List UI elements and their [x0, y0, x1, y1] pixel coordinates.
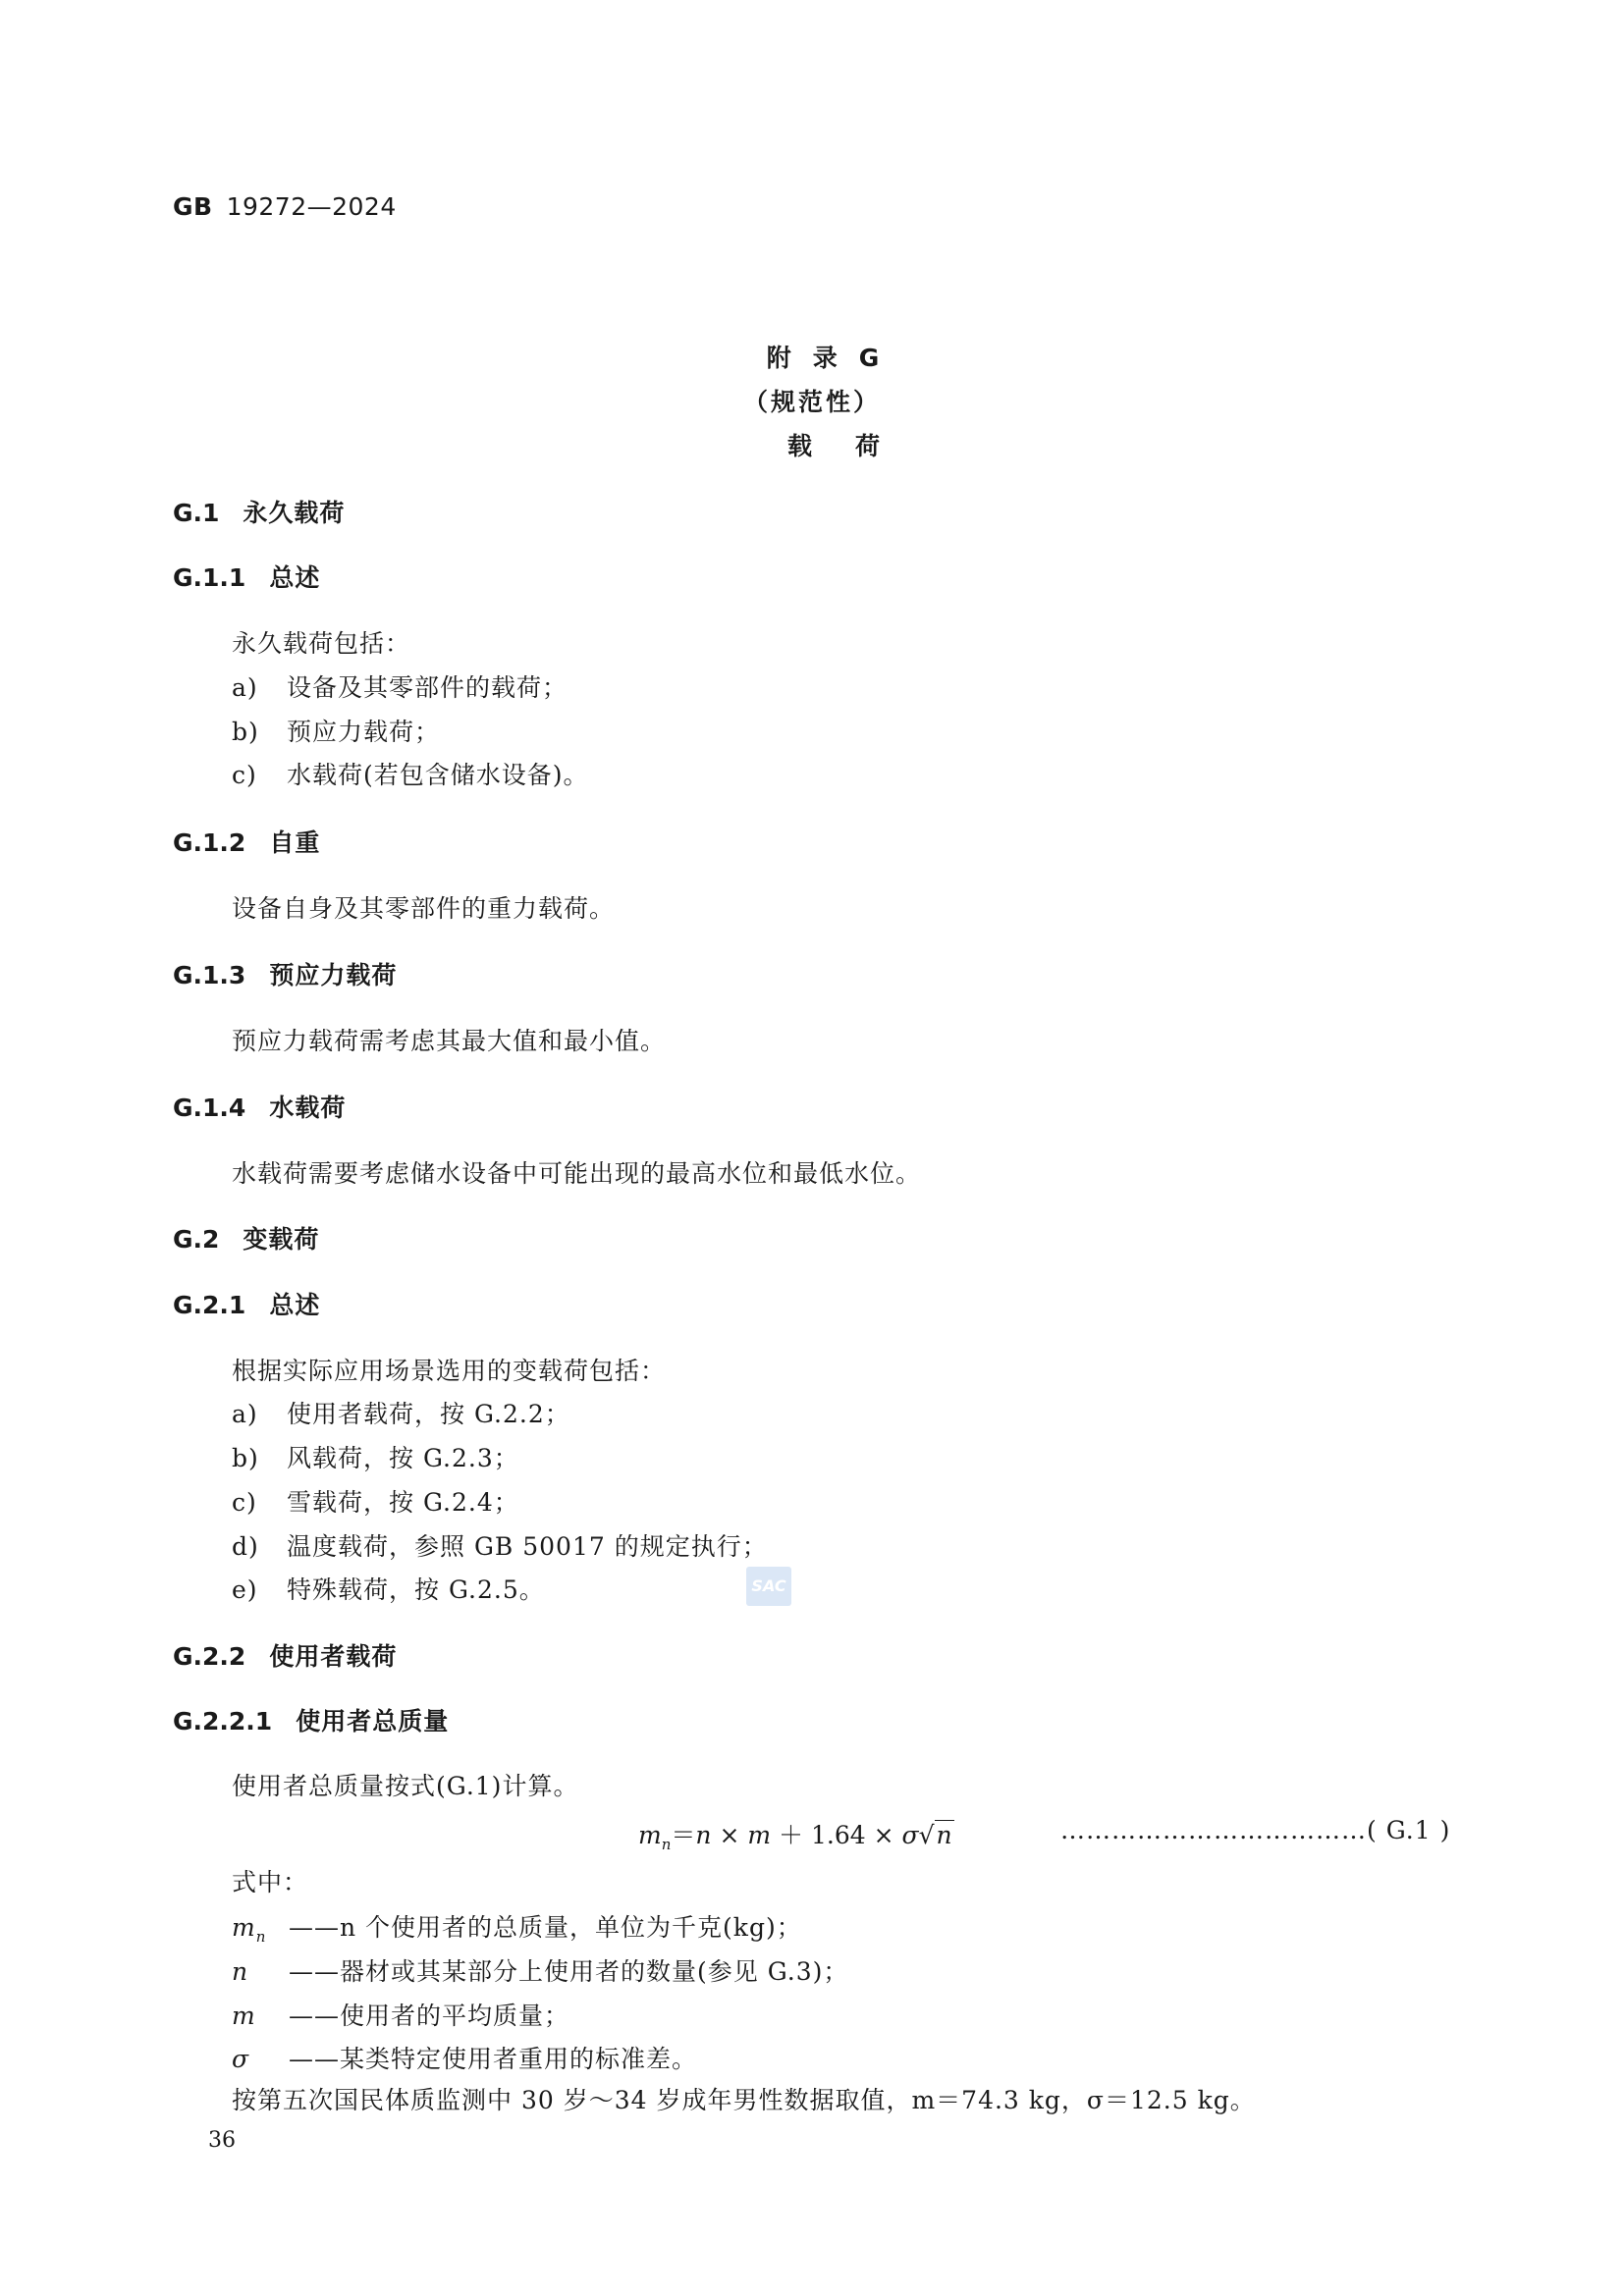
- formula-n: n: [695, 1821, 712, 1849]
- list-item: [232, 756, 589, 791]
- list-text: 预应力载荷；: [287, 718, 441, 746]
- heading-number: G.2.1: [173, 1291, 246, 1319]
- heading-number: G.1.1: [173, 563, 246, 592]
- heading-g2: [173, 1220, 319, 1255]
- heading-number: G.1.2: [173, 828, 246, 857]
- list-item: [232, 1571, 545, 1606]
- list-label: e): [232, 1575, 258, 1604]
- list-item: [232, 713, 440, 748]
- heading-g1-2: [173, 824, 320, 859]
- where-label: 式中：: [232, 1868, 309, 1896]
- heading-text: 变载荷: [243, 1225, 320, 1254]
- heading-text: 预应力载荷: [269, 961, 398, 989]
- formula-reference: ………………………………( G.1 ): [1060, 1816, 1451, 1844]
- heading-g2-2-1: [173, 1702, 449, 1737]
- heading-text: 使用者载荷: [269, 1642, 398, 1671]
- heading-g2-2: [173, 1637, 397, 1673]
- formula-plus-const: ＋ 1.64 ×: [771, 1821, 902, 1849]
- sqrt-argument: n: [936, 1821, 952, 1849]
- heading-number: G.2: [173, 1225, 220, 1254]
- standard-code: GB: [173, 192, 213, 221]
- appendix-type: （规范性）: [742, 388, 881, 416]
- paragraph: 预应力载荷需考虑其最大值和最小值。: [232, 1027, 667, 1055]
- list-label: b): [232, 718, 259, 746]
- data-source-note: 按第五次国民体质监测中 30 岁～34 岁成年男性数据取值，m＝74.3 kg，σ＝12.5 kg。: [232, 2086, 1256, 2114]
- where-symbol: m: [232, 2002, 256, 2030]
- list-label: c): [232, 761, 257, 789]
- heading-g1-1: [173, 559, 320, 594]
- formula-m: m: [747, 1821, 772, 1849]
- standard-number: 19272—2024: [226, 192, 397, 221]
- heading-number: G.1: [173, 499, 220, 527]
- list-text: 使用者载荷，按 G.2.2；: [287, 1400, 570, 1428]
- heading-g1: [173, 494, 345, 529]
- paragraph: 使用者总质量按式(G.1)计算。: [232, 1772, 579, 1800]
- list-text: 风载荷，按 G.2.3；: [287, 1444, 519, 1472]
- heading-text: 总述: [269, 563, 321, 592]
- list-label: a): [232, 1400, 258, 1428]
- page-number: 36: [208, 2128, 236, 2153]
- where-item: [232, 1908, 802, 1946]
- list-text: 温度载荷，参照 GB 50017 的规定执行；: [287, 1532, 768, 1561]
- list-item: [232, 1483, 519, 1519]
- heading-g1-3: [173, 956, 397, 991]
- formula-g1: [638, 1816, 954, 1853]
- where-text: ——n 个使用者的总质量，单位为千克(kg)；: [289, 1913, 802, 1942]
- list-text: 水载荷(若包含储水设备)。: [287, 761, 589, 789]
- where-item: [232, 1997, 569, 2032]
- formula-equals: ＝: [671, 1821, 696, 1849]
- document-header: [173, 192, 397, 221]
- heading-text: 自重: [269, 828, 321, 857]
- formula-lhs-sub: n: [661, 1836, 672, 1853]
- paragraph: 水载荷需要考虑储水设备中可能出现的最高水位和最低水位。: [232, 1159, 922, 1188]
- formula-lhs: m: [638, 1821, 662, 1849]
- formula-times: ×: [711, 1821, 748, 1849]
- heading-g2-1: [173, 1286, 320, 1321]
- where-symbol: σ: [232, 2045, 250, 2073]
- where-item: [232, 1952, 848, 1988]
- paragraph: 设备自身及其零部件的重力载荷。: [232, 894, 616, 923]
- list-label: d): [232, 1532, 259, 1561]
- list-label: b): [232, 1444, 259, 1472]
- sac-watermark-logo: SAC: [746, 1567, 791, 1606]
- heading-number: G.1.3: [173, 961, 246, 989]
- heading-text: 水载荷: [269, 1094, 347, 1122]
- appendix-title: 附录G: [766, 344, 901, 372]
- list-item: [232, 1527, 768, 1563]
- square-root: [919, 1821, 954, 1849]
- list-label: c): [232, 1488, 257, 1517]
- where-text: ——使用者的平均质量；: [289, 2002, 570, 2030]
- heading-number: G.2.2: [173, 1642, 246, 1671]
- where-item: [232, 2040, 697, 2075]
- where-text: ——器材或其某部分上使用者的数量(参见 G.3)；: [289, 1957, 849, 1986]
- list-text: 设备及其零部件的载荷；: [287, 673, 568, 702]
- paragraph: 根据实际应用场景选用的变载荷包括：: [232, 1357, 667, 1385]
- list-item: [232, 1439, 519, 1474]
- heading-number: G.1.4: [173, 1094, 246, 1122]
- heading-text: 永久载荷: [243, 499, 346, 527]
- where-symbol: $m_n$: [232, 1913, 267, 1946]
- heading-number: G.2.2.1: [173, 1707, 273, 1735]
- appendix-name: 载荷: [786, 432, 923, 460]
- list-item: [232, 1395, 570, 1430]
- heading-g1-4: [173, 1089, 346, 1124]
- where-symbol: n: [232, 1957, 249, 1986]
- list-label: a): [232, 673, 258, 702]
- list-text: 雪载荷，按 G.2.4；: [287, 1488, 519, 1517]
- paragraph: 永久载荷包括：: [232, 629, 411, 658]
- radical-sign-icon: √: [918, 1821, 935, 1849]
- where-text: ——某类特定使用者重用的标准差。: [289, 2045, 698, 2073]
- formula-sigma: σ: [901, 1821, 919, 1849]
- heading-text: 使用者总质量: [296, 1707, 450, 1735]
- heading-text: 总述: [269, 1291, 321, 1319]
- list-text: 特殊载荷，按 G.2.5。: [287, 1575, 545, 1604]
- list-item: [232, 668, 568, 704]
